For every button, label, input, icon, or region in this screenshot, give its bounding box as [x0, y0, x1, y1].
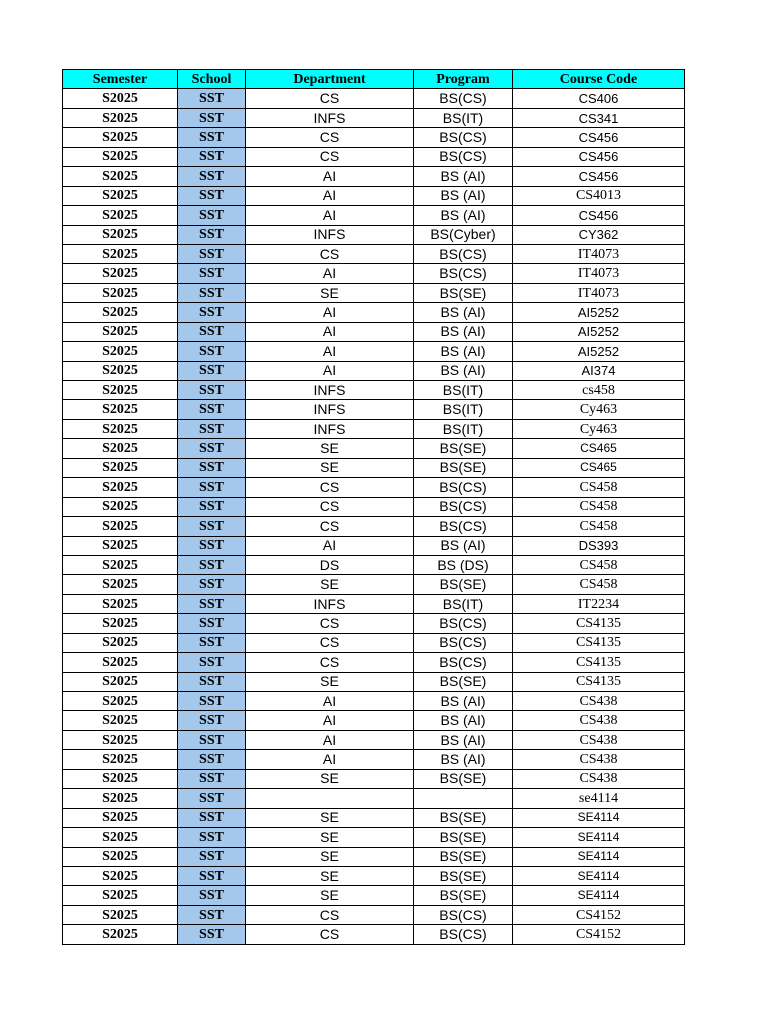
- cell-department: DS: [246, 555, 414, 574]
- table-row: [63, 167, 685, 186]
- cell-department: SE: [246, 828, 414, 847]
- table-row: [63, 361, 685, 380]
- cell-course-code: CS458: [513, 478, 685, 497]
- cell-course-code: SE4114: [513, 886, 685, 905]
- cell-school: SST: [178, 672, 246, 691]
- cell-school: SST: [178, 575, 246, 594]
- cell-department: CS: [246, 147, 414, 166]
- cell-department: AI: [246, 711, 414, 730]
- cell-semester: S2025: [63, 128, 178, 147]
- cell-semester: S2025: [63, 89, 178, 108]
- cell-semester: S2025: [63, 147, 178, 166]
- cell-department: SE: [246, 439, 414, 458]
- cell-program: BS(CS): [414, 614, 513, 633]
- table-row: [63, 108, 685, 127]
- cell-program: BS(CS): [414, 517, 513, 536]
- cell-school: SST: [178, 322, 246, 341]
- cell-department: CS: [246, 497, 414, 516]
- table-row: [63, 730, 685, 749]
- cell-program: BS(SE): [414, 828, 513, 847]
- table-row: [63, 283, 685, 302]
- cell-course-code: CS458: [513, 575, 685, 594]
- cell-course-code: CS4152: [513, 905, 685, 924]
- cell-program: BS (AI): [414, 322, 513, 341]
- cell-department: AI: [246, 536, 414, 555]
- cell-school: SST: [178, 283, 246, 302]
- table-row: [63, 342, 685, 361]
- cell-department: CS: [246, 653, 414, 672]
- cell-course-code: CS456: [513, 206, 685, 225]
- cell-school: SST: [178, 167, 246, 186]
- table-row: [63, 711, 685, 730]
- table-row: [63, 497, 685, 516]
- table-row: [63, 225, 685, 244]
- cell-school: SST: [178, 147, 246, 166]
- cell-course-code: IT2234: [513, 594, 685, 613]
- column-header-course-code: Course Code: [513, 70, 685, 89]
- table-row: [63, 692, 685, 711]
- cell-semester: S2025: [63, 517, 178, 536]
- cell-school: SST: [178, 128, 246, 147]
- cell-course-code: SE4114: [513, 847, 685, 866]
- cell-department: INFS: [246, 381, 414, 400]
- table-row: [63, 633, 685, 652]
- cell-course-code: CS465: [513, 458, 685, 477]
- cell-program: BS(CS): [414, 478, 513, 497]
- cell-semester: S2025: [63, 186, 178, 205]
- cell-program: BS(CS): [414, 633, 513, 652]
- table-row: [63, 828, 685, 847]
- cell-course-code: CS438: [513, 730, 685, 749]
- table-body: [63, 89, 685, 944]
- cell-semester: S2025: [63, 905, 178, 924]
- cell-course-code: CS438: [513, 692, 685, 711]
- cell-department: AI: [246, 186, 414, 205]
- cell-department: AI: [246, 206, 414, 225]
- table-row: [63, 866, 685, 885]
- cell-school: SST: [178, 653, 246, 672]
- cell-department: SE: [246, 283, 414, 302]
- column-header-department: Department: [246, 70, 414, 89]
- cell-semester: S2025: [63, 303, 178, 322]
- cell-semester: S2025: [63, 653, 178, 672]
- table-row: [63, 847, 685, 866]
- cell-semester: S2025: [63, 206, 178, 225]
- table-row: [63, 264, 685, 283]
- table-row: [63, 672, 685, 691]
- cell-program: BS(SE): [414, 886, 513, 905]
- cell-department: AI: [246, 303, 414, 322]
- cell-school: SST: [178, 808, 246, 827]
- table-row: [63, 886, 685, 905]
- cell-course-code: AI5252: [513, 303, 685, 322]
- cell-school: SST: [178, 244, 246, 263]
- table-row: [63, 905, 685, 924]
- cell-program: BS (AI): [414, 361, 513, 380]
- cell-department: INFS: [246, 400, 414, 419]
- cell-semester: S2025: [63, 847, 178, 866]
- cell-program: BS(IT): [414, 381, 513, 400]
- cell-program: BS (AI): [414, 303, 513, 322]
- cell-course-code: CS456: [513, 147, 685, 166]
- table-row: [63, 517, 685, 536]
- cell-program: BS(CS): [414, 147, 513, 166]
- cell-semester: S2025: [63, 692, 178, 711]
- cell-department: AI: [246, 342, 414, 361]
- table-row: [63, 439, 685, 458]
- cell-department: AI: [246, 750, 414, 769]
- cell-course-code: IT4073: [513, 283, 685, 302]
- table-row: [63, 789, 685, 808]
- cell-course-code: Cy463: [513, 400, 685, 419]
- cell-course-code: CS438: [513, 750, 685, 769]
- cell-course-code: CS4152: [513, 925, 685, 944]
- cell-school: SST: [178, 419, 246, 438]
- cell-semester: S2025: [63, 361, 178, 380]
- cell-program: BS(SE): [414, 283, 513, 302]
- cell-department: CS: [246, 517, 414, 536]
- cell-semester: S2025: [63, 381, 178, 400]
- cell-school: SST: [178, 555, 246, 574]
- cell-department: SE: [246, 847, 414, 866]
- cell-program: BS(SE): [414, 769, 513, 788]
- table-row: [63, 206, 685, 225]
- cell-semester: S2025: [63, 283, 178, 302]
- cell-program: BS(CS): [414, 244, 513, 263]
- cell-school: SST: [178, 439, 246, 458]
- table-row: [63, 536, 685, 555]
- cell-course-code: IT4073: [513, 244, 685, 263]
- cell-department: AI: [246, 361, 414, 380]
- table-row: [63, 925, 685, 944]
- cell-school: SST: [178, 730, 246, 749]
- cell-program: BS (AI): [414, 167, 513, 186]
- cell-department: SE: [246, 458, 414, 477]
- cell-program: BS(SE): [414, 808, 513, 827]
- table-row: [63, 653, 685, 672]
- cell-department: [246, 789, 414, 808]
- cell-school: SST: [178, 225, 246, 244]
- cell-semester: S2025: [63, 244, 178, 263]
- cell-program: BS (AI): [414, 206, 513, 225]
- cell-course-code: CS341: [513, 108, 685, 127]
- cell-school: SST: [178, 905, 246, 924]
- cell-semester: S2025: [63, 497, 178, 516]
- cell-semester: S2025: [63, 808, 178, 827]
- table-row: [63, 419, 685, 438]
- cell-course-code: CS4013: [513, 186, 685, 205]
- cell-course-code: CS406: [513, 89, 685, 108]
- cell-program: BS (AI): [414, 711, 513, 730]
- cell-department: AI: [246, 167, 414, 186]
- cell-semester: S2025: [63, 789, 178, 808]
- cell-course-code: cs458: [513, 381, 685, 400]
- table-row: [63, 555, 685, 574]
- cell-school: SST: [178, 925, 246, 944]
- cell-department: CS: [246, 478, 414, 497]
- cell-semester: S2025: [63, 322, 178, 341]
- cell-program: BS (AI): [414, 536, 513, 555]
- cell-program: BS (AI): [414, 750, 513, 769]
- cell-semester: S2025: [63, 478, 178, 497]
- cell-school: SST: [178, 89, 246, 108]
- cell-course-code: SE4114: [513, 866, 685, 885]
- cell-department: CS: [246, 614, 414, 633]
- cell-school: SST: [178, 186, 246, 205]
- header-row: [63, 70, 685, 89]
- column-header-program: Program: [414, 70, 513, 89]
- cell-school: SST: [178, 400, 246, 419]
- cell-semester: S2025: [63, 750, 178, 769]
- cell-program: BS(CS): [414, 905, 513, 924]
- cell-course-code: CY362: [513, 225, 685, 244]
- cell-department: SE: [246, 672, 414, 691]
- cell-program: BS(CS): [414, 128, 513, 147]
- cell-school: SST: [178, 828, 246, 847]
- cell-school: SST: [178, 886, 246, 905]
- cell-school: SST: [178, 692, 246, 711]
- table-row: [63, 400, 685, 419]
- cell-course-code: CS458: [513, 517, 685, 536]
- table-row: [63, 381, 685, 400]
- cell-school: SST: [178, 750, 246, 769]
- cell-department: AI: [246, 264, 414, 283]
- table-row: [63, 614, 685, 633]
- cell-course-code: CS4135: [513, 672, 685, 691]
- cell-semester: S2025: [63, 400, 178, 419]
- table-row: [63, 458, 685, 477]
- cell-course-code: CS456: [513, 128, 685, 147]
- cell-department: SE: [246, 769, 414, 788]
- cell-department: INFS: [246, 108, 414, 127]
- table-row: [63, 128, 685, 147]
- cell-course-code: CS4135: [513, 633, 685, 652]
- cell-semester: S2025: [63, 439, 178, 458]
- cell-course-code: IT4073: [513, 264, 685, 283]
- table-row: [63, 575, 685, 594]
- cell-program: BS(CS): [414, 925, 513, 944]
- cell-semester: S2025: [63, 828, 178, 847]
- cell-school: SST: [178, 847, 246, 866]
- cell-course-code: CS438: [513, 711, 685, 730]
- cell-course-code: CS4135: [513, 614, 685, 633]
- cell-school: SST: [178, 789, 246, 808]
- cell-program: BS (AI): [414, 730, 513, 749]
- cell-department: SE: [246, 886, 414, 905]
- cell-semester: S2025: [63, 555, 178, 574]
- cell-program: BS(IT): [414, 594, 513, 613]
- cell-program: BS(Cyber): [414, 225, 513, 244]
- cell-program: BS(CS): [414, 89, 513, 108]
- cell-department: CS: [246, 244, 414, 263]
- table-row: [63, 808, 685, 827]
- column-header-school: School: [178, 70, 246, 89]
- cell-program: BS(SE): [414, 672, 513, 691]
- cell-program: [414, 789, 513, 808]
- cell-school: SST: [178, 711, 246, 730]
- cell-semester: S2025: [63, 711, 178, 730]
- cell-semester: S2025: [63, 419, 178, 438]
- cell-semester: S2025: [63, 225, 178, 244]
- cell-course-code: SE4114: [513, 808, 685, 827]
- cell-course-code: SE4114: [513, 828, 685, 847]
- cell-semester: S2025: [63, 925, 178, 944]
- cell-school: SST: [178, 478, 246, 497]
- cell-program: BS(SE): [414, 866, 513, 885]
- table-row: [63, 244, 685, 263]
- cell-department: AI: [246, 322, 414, 341]
- cell-school: SST: [178, 497, 246, 516]
- cell-program: BS(IT): [414, 419, 513, 438]
- cell-department: SE: [246, 808, 414, 827]
- table-row: [63, 594, 685, 613]
- cell-semester: S2025: [63, 264, 178, 283]
- cell-program: BS (AI): [414, 186, 513, 205]
- cell-course-code: DS393: [513, 536, 685, 555]
- cell-school: SST: [178, 614, 246, 633]
- cell-program: BS(CS): [414, 497, 513, 516]
- cell-course-code: AI374: [513, 361, 685, 380]
- cell-department: SE: [246, 866, 414, 885]
- cell-program: BS (DS): [414, 555, 513, 574]
- cell-course-code: AI5252: [513, 322, 685, 341]
- cell-school: SST: [178, 769, 246, 788]
- cell-semester: S2025: [63, 672, 178, 691]
- cell-course-code: CS456: [513, 167, 685, 186]
- table-row: [63, 303, 685, 322]
- cell-program: BS (AI): [414, 342, 513, 361]
- table-row: [63, 147, 685, 166]
- cell-program: BS (AI): [414, 692, 513, 711]
- cell-department: SE: [246, 575, 414, 594]
- table-row: [63, 478, 685, 497]
- cell-course-code: se4114: [513, 789, 685, 808]
- cell-semester: S2025: [63, 730, 178, 749]
- table-row: [63, 769, 685, 788]
- cell-school: SST: [178, 594, 246, 613]
- cell-department: CS: [246, 128, 414, 147]
- cell-school: SST: [178, 108, 246, 127]
- cell-school: SST: [178, 517, 246, 536]
- table-row: [63, 322, 685, 341]
- cell-semester: S2025: [63, 866, 178, 885]
- cell-program: BS(IT): [414, 400, 513, 419]
- cell-department: AI: [246, 692, 414, 711]
- cell-school: SST: [178, 458, 246, 477]
- column-header-semester: Semester: [63, 70, 178, 89]
- cell-school: SST: [178, 381, 246, 400]
- cell-program: BS(SE): [414, 458, 513, 477]
- cell-course-code: CS438: [513, 769, 685, 788]
- cell-semester: S2025: [63, 594, 178, 613]
- cell-department: AI: [246, 730, 414, 749]
- cell-department: INFS: [246, 594, 414, 613]
- cell-semester: S2025: [63, 614, 178, 633]
- cell-program: BS(IT): [414, 108, 513, 127]
- cell-department: CS: [246, 89, 414, 108]
- cell-program: BS(SE): [414, 575, 513, 594]
- cell-department: CS: [246, 925, 414, 944]
- cell-course-code: AI5252: [513, 342, 685, 361]
- cell-semester: S2025: [63, 342, 178, 361]
- table-row: [63, 89, 685, 108]
- table-row: [63, 750, 685, 769]
- cell-course-code: Cy463: [513, 419, 685, 438]
- cell-school: SST: [178, 206, 246, 225]
- cell-school: SST: [178, 264, 246, 283]
- cell-department: CS: [246, 905, 414, 924]
- cell-semester: S2025: [63, 769, 178, 788]
- cell-school: SST: [178, 361, 246, 380]
- table-row: [63, 186, 685, 205]
- cell-semester: S2025: [63, 458, 178, 477]
- cell-course-code: CS458: [513, 555, 685, 574]
- cell-course-code: CS465: [513, 439, 685, 458]
- cell-semester: S2025: [63, 886, 178, 905]
- cell-school: SST: [178, 866, 246, 885]
- cell-school: SST: [178, 536, 246, 555]
- cell-program: BS(SE): [414, 439, 513, 458]
- cell-semester: S2025: [63, 633, 178, 652]
- cell-semester: S2025: [63, 536, 178, 555]
- cell-school: SST: [178, 633, 246, 652]
- cell-course-code: CS458: [513, 497, 685, 516]
- cell-school: SST: [178, 342, 246, 361]
- cell-semester: S2025: [63, 167, 178, 186]
- cell-semester: S2025: [63, 108, 178, 127]
- cell-semester: S2025: [63, 575, 178, 594]
- cell-school: SST: [178, 303, 246, 322]
- cell-program: BS(CS): [414, 264, 513, 283]
- cell-department: INFS: [246, 419, 414, 438]
- cell-department: CS: [246, 633, 414, 652]
- cell-department: INFS: [246, 225, 414, 244]
- cell-course-code: CS4135: [513, 653, 685, 672]
- cell-program: BS(CS): [414, 653, 513, 672]
- cell-program: BS(SE): [414, 847, 513, 866]
- course-table: [62, 69, 685, 945]
